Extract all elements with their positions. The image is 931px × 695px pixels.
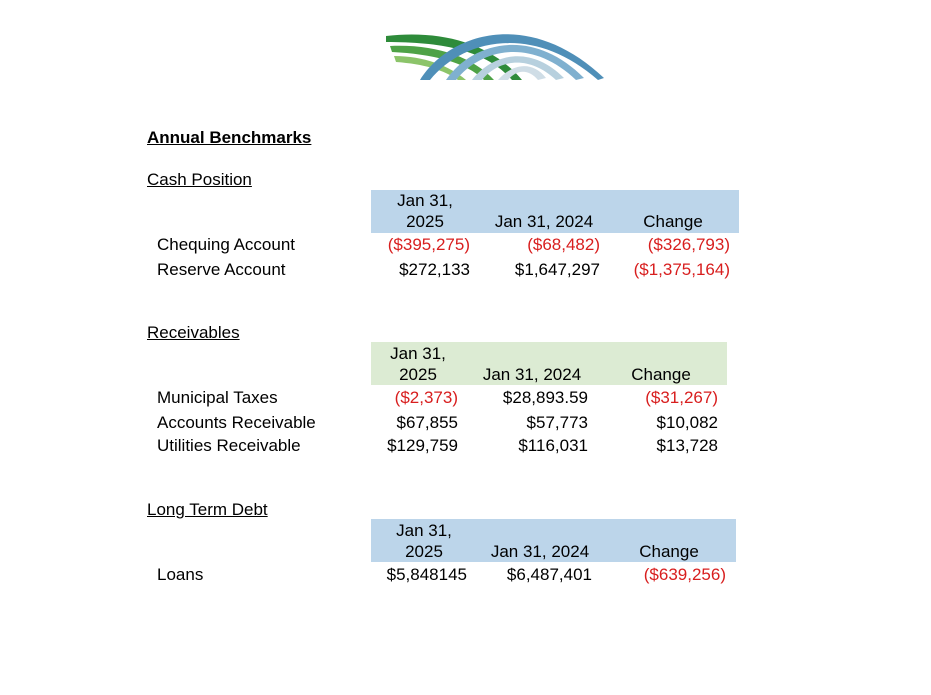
- value-change: $13,728: [656, 436, 718, 455]
- cash-col2-header: Jan 31, 2024: [494, 212, 594, 231]
- row-label: Utilities Receivable: [157, 436, 301, 455]
- value-change: ($31,267): [645, 388, 718, 407]
- value-change: ($1,375,164): [633, 260, 730, 279]
- cash-col1-header-line1: Jan 31,: [397, 191, 453, 210]
- value-2025: $67,855: [396, 413, 458, 432]
- value-2025: ($2,373): [394, 388, 458, 407]
- row-label: Loans: [157, 565, 204, 584]
- debt-col1-header-line1: Jan 31,: [396, 521, 452, 540]
- cash-col1-header-line2: 2025: [406, 212, 444, 231]
- debt-col3-header: Change: [639, 542, 699, 561]
- receivables-col1-header-line1: Jan 31,: [390, 344, 446, 363]
- cash-position-title: Cash Position: [147, 170, 252, 189]
- value-2025: $5,848145: [386, 565, 467, 584]
- value-2024: $116,031: [518, 436, 588, 455]
- value-2024: $1,647,297: [514, 260, 600, 279]
- row-label: Accounts Receivable: [157, 413, 316, 432]
- receivables-col3-header: Change: [631, 365, 691, 384]
- row-label: Municipal Taxes: [157, 388, 278, 407]
- value-2024: $28,893.59: [502, 388, 588, 407]
- debt-col1-header-line2: 2025: [405, 542, 443, 561]
- long-term-debt-title: Long Term Debt: [147, 500, 268, 519]
- arched-stripes-logo: [380, 12, 610, 86]
- value-2025: $129,759: [387, 436, 458, 455]
- value-2024: $57,773: [526, 413, 588, 432]
- debt-col2-header: Jan 31, 2024: [490, 542, 590, 561]
- row-label: Chequing Account: [157, 235, 295, 254]
- value-2024: $6,487,401: [506, 565, 592, 584]
- value-change: ($326,793): [647, 235, 730, 254]
- receivables-title: Receivables: [147, 323, 240, 342]
- cash-col3-header: Change: [643, 212, 703, 231]
- row-label: Reserve Account: [157, 260, 286, 279]
- value-change: ($639,256): [643, 565, 726, 584]
- receivables-col1-header-line2: 2025: [399, 365, 437, 384]
- receivables-col2-header: Jan 31, 2024: [482, 365, 582, 384]
- value-change: $10,082: [656, 413, 718, 432]
- value-2025: $272,133: [399, 260, 470, 279]
- value-2024: ($68,482): [527, 235, 600, 254]
- value-2025: ($395,275): [387, 235, 470, 254]
- document-title: Annual Benchmarks: [147, 128, 312, 147]
